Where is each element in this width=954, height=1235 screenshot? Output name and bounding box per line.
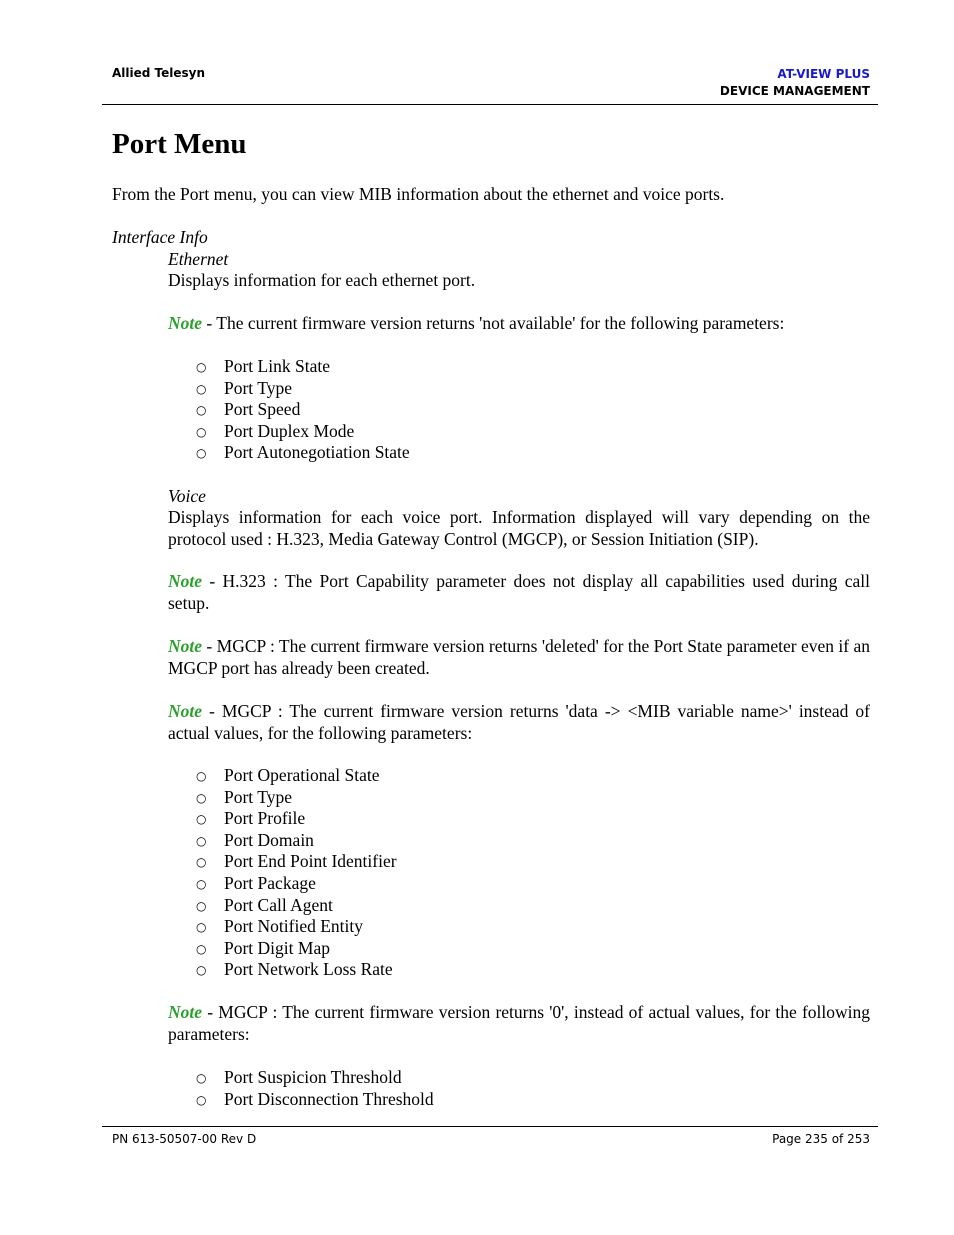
voice-note-mgcp-state bbox=[168, 636, 870, 679]
list-item bbox=[168, 378, 410, 400]
bullet-icon: ○ bbox=[196, 812, 207, 827]
bullet-icon: ○ bbox=[196, 790, 207, 805]
note-text: - MGCP : The current firmware version returns 'deleted' for the Port State parameter even if an MGCP port has already been created. bbox=[168, 636, 870, 678]
list-item bbox=[168, 895, 397, 917]
header-product: AT-VIEW PLUS bbox=[777, 67, 870, 81]
list-item-label: Port Notified Entity bbox=[224, 916, 364, 937]
note-label: Note bbox=[168, 701, 203, 721]
list-item bbox=[168, 851, 397, 873]
voice-heading: Voice bbox=[168, 486, 206, 506]
voice-note-mgcp-data bbox=[168, 701, 870, 744]
list-item-label: Port Link State bbox=[224, 356, 330, 376]
list-item bbox=[168, 399, 410, 421]
bullet-icon: ○ bbox=[196, 833, 207, 848]
note-label: Note bbox=[168, 571, 203, 591]
header-right bbox=[720, 66, 870, 100]
bullet-icon: ○ bbox=[196, 963, 207, 978]
list-item bbox=[168, 959, 397, 981]
list-item-label: Port Call Agent bbox=[224, 894, 333, 915]
list-item bbox=[168, 830, 397, 852]
bullet-icon: ○ bbox=[196, 1071, 207, 1085]
bullet-icon: ○ bbox=[196, 769, 207, 783]
bullet-icon: ○ bbox=[196, 898, 207, 913]
voice-note-mgcp-zero bbox=[168, 1002, 870, 1045]
interface-info-heading: Interface Info bbox=[112, 227, 208, 247]
ethernet-parameter-list bbox=[168, 356, 410, 464]
list-item bbox=[168, 938, 397, 960]
list-item-label: Port Network Loss Rate bbox=[224, 959, 393, 980]
list-item-label: Port Operational State bbox=[224, 765, 380, 785]
list-item bbox=[168, 1089, 434, 1111]
note-text: - MGCP : The current firmware version returns 'data -> <MIB variable name>' instead of actual values, for the following parameters: bbox=[168, 701, 870, 743]
bullet-icon: ○ bbox=[196, 360, 207, 374]
ethernet-heading: Ethernet bbox=[168, 249, 229, 269]
list-item bbox=[168, 808, 397, 830]
list-item bbox=[168, 421, 410, 443]
list-item-label: Port Disconnection Threshold bbox=[224, 1088, 434, 1109]
list-item bbox=[168, 916, 397, 938]
list-item bbox=[168, 442, 410, 464]
voice-note-h323 bbox=[168, 571, 870, 614]
voice-parameter-list bbox=[168, 765, 397, 981]
note-label: Note bbox=[168, 1002, 203, 1022]
list-item-label: Port Digit Map bbox=[224, 937, 330, 958]
bullet-icon: ○ bbox=[196, 1092, 207, 1107]
list-item-label: Port End Point Identifier bbox=[224, 851, 397, 872]
header-rule bbox=[102, 104, 878, 105]
bullet-icon: ○ bbox=[196, 876, 207, 891]
bullet-icon: ○ bbox=[196, 941, 207, 956]
bullet-icon: ○ bbox=[196, 446, 207, 461]
list-item-label: Port Domain bbox=[224, 829, 314, 850]
list-item-label: Port Profile bbox=[224, 808, 306, 829]
voice-threshold-list bbox=[168, 1067, 434, 1110]
footer-page-number: Page 235 of 253 bbox=[772, 1132, 870, 1146]
ethernet-note bbox=[168, 313, 870, 335]
page-title: Port Menu bbox=[112, 128, 247, 160]
note-text: - The current firmware version returns 'not available' for the following parameters: bbox=[202, 313, 785, 333]
list-item bbox=[168, 356, 410, 378]
bullet-icon: ○ bbox=[196, 424, 207, 439]
voice-description: Displays information for each voice port. Information displayed will vary depending on the protocol used : H.323, Media Gateway Control (MGCP), or Session Initiation (SIP). bbox=[168, 507, 870, 549]
list-item-label: Port Type bbox=[224, 786, 292, 807]
note-text: - H.323 : The Port Capability parameter does not display all capabilities used during call setup. bbox=[168, 571, 870, 613]
list-item-label: Port Type bbox=[224, 377, 292, 398]
footer-rule bbox=[102, 1126, 878, 1127]
bullet-icon: ○ bbox=[196, 403, 207, 418]
list-item bbox=[168, 873, 397, 895]
bullet-icon: ○ bbox=[196, 920, 207, 935]
list-item-label: Port Duplex Mode bbox=[224, 420, 355, 441]
header-section: DEVICE MANAGEMENT bbox=[719, 84, 870, 98]
list-item bbox=[168, 787, 397, 809]
note-label: Note bbox=[168, 313, 203, 333]
list-item-label: Port Speed bbox=[224, 399, 301, 420]
list-item bbox=[168, 765, 397, 787]
list-item bbox=[168, 1067, 434, 1089]
note-label: Note bbox=[168, 636, 203, 656]
bullet-icon: ○ bbox=[196, 381, 207, 396]
note-text: - MGCP : The current firmware version returns '0', instead of actual values, for the following parameters: bbox=[168, 1002, 870, 1044]
list-item-label: Port Suspicion Threshold bbox=[224, 1067, 402, 1087]
intro-paragraph: From the Port menu, you can view MIB information about the ethernet and voice ports. bbox=[112, 184, 725, 204]
ethernet-description: Displays information for each ethernet port. bbox=[168, 270, 476, 290]
bullet-icon: ○ bbox=[196, 855, 207, 870]
footer-part-number: PN 613-50507-00 Rev D bbox=[112, 1132, 257, 1146]
header-company: Allied Telesyn bbox=[112, 66, 206, 80]
list-item-label: Port Autonegotiation State bbox=[224, 442, 410, 463]
list-item-label: Port Package bbox=[224, 872, 316, 893]
